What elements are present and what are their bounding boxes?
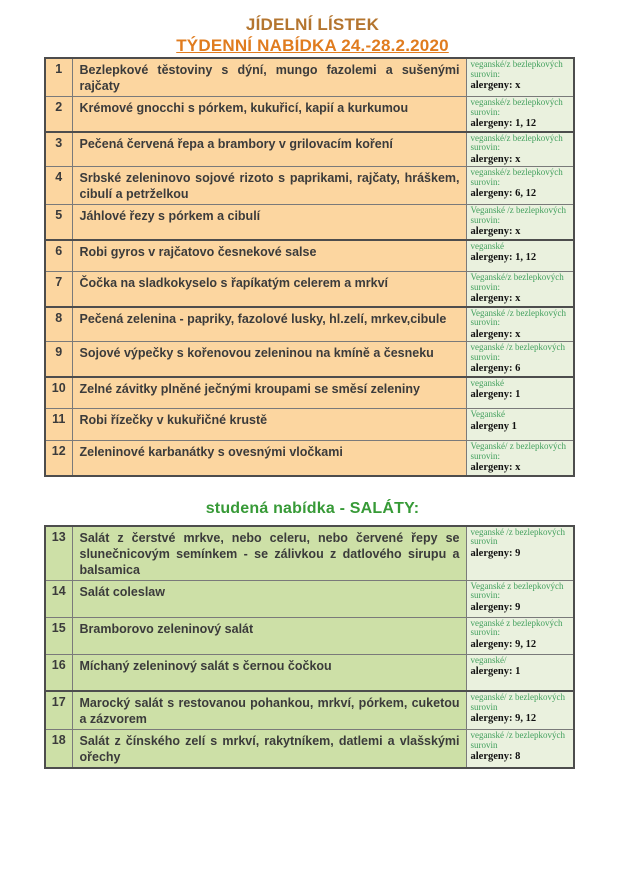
menu-row	[45, 240, 574, 272]
row-number: 14	[45, 580, 72, 617]
dish-name: Jáhlové řezy s pórkem a cibulí	[72, 205, 466, 240]
menu-row	[45, 580, 574, 617]
dish-name: Čočka na sladkokyselo s řapíkatým celerem a mrkví	[72, 272, 466, 307]
diet-allergen-cell	[466, 441, 574, 476]
diet-allergen-cell	[466, 97, 574, 132]
diet-label: Veganské/ z bezlepkových surovin:	[470, 441, 566, 461]
diet-label: veganské/z bezlepkových surovin:	[470, 167, 563, 187]
allergen-label: alergeny: 1, 12	[470, 118, 537, 129]
allergen-label: alergeny: 9, 12	[470, 638, 537, 650]
row-number: 15	[45, 617, 72, 654]
allergen-label: alergeny 1	[470, 420, 517, 432]
dish-name: Marocký salát s restovanou pohankou, mrkví, pórkem, cuketou a zázvorem	[72, 691, 466, 730]
diet-label: veganské/z bezlepkových surovin:	[470, 59, 563, 79]
menu-row	[45, 377, 574, 409]
dish-name: Sojové výpečky s kořenovou zeleninou na kmíně a česneku	[72, 342, 466, 377]
menu-row	[45, 730, 574, 769]
diet-allergen-cell	[466, 205, 574, 240]
diet-allergen-cell	[466, 240, 574, 272]
menu-row	[45, 654, 574, 691]
dish-name: Salát z čínského zelí s mrkví, rakytníkem, datlemi a vlašskými ořechy	[72, 730, 466, 769]
menu-row	[45, 691, 574, 730]
diet-label: Veganské /z bezlepkových surovin:	[470, 307, 566, 327]
diet-label: veganské /z bezlepkových surovin	[470, 730, 565, 750]
dish-name: Krémové gnocchi s pórkem, kukuřicí, kapií a kurkumou	[72, 97, 466, 132]
menu-row	[45, 272, 574, 307]
menu-row	[45, 167, 574, 205]
diet-allergen-cell	[466, 342, 574, 377]
diet-label: veganské	[470, 240, 504, 251]
allergen-label: alergeny: 1	[470, 666, 521, 677]
diet-allergen-cell	[466, 377, 574, 409]
diet-allergen-cell	[466, 307, 574, 342]
allergen-label: alergeny: x	[470, 80, 521, 91]
menu-row	[45, 441, 574, 476]
allergen-label: alergeny: 6	[470, 363, 521, 374]
row-number: 7	[45, 272, 72, 307]
menu-row	[45, 97, 574, 132]
diet-allergen-cell	[466, 526, 574, 581]
diet-allergen-cell	[466, 617, 574, 654]
diet-label: veganské/z bezlepkových surovin:	[470, 132, 563, 152]
row-number: 11	[45, 409, 72, 441]
dish-name: Robi řízečky v kukuřičné krustě	[72, 409, 466, 441]
diet-allergen-cell	[466, 580, 574, 617]
row-number: 16	[45, 654, 72, 691]
dish-name: Míchaný zeleninový salát s černou čočkou	[72, 654, 466, 691]
diet-allergen-cell	[466, 730, 574, 769]
dish-name: Bramborovo zeleninový salát	[72, 617, 466, 654]
row-number: 8	[45, 307, 72, 342]
allergen-label: alergeny: x	[470, 462, 521, 473]
row-number: 13	[45, 526, 72, 581]
diet-label: Veganské /z bezlepkových surovin:	[470, 205, 566, 225]
allergen-label: alergeny: x	[470, 328, 521, 340]
menu-row	[45, 132, 574, 167]
diet-label: veganské /z bezlepkových surovin	[470, 526, 565, 546]
diet-label: Veganské	[470, 409, 505, 419]
diet-label: veganské	[470, 377, 504, 388]
row-number: 5	[45, 205, 72, 240]
row-number: 17	[45, 691, 72, 730]
row-number: 4	[45, 167, 72, 205]
diet-label: Veganské/z bezlepkových surovin:	[470, 272, 564, 292]
diet-allergen-cell	[466, 58, 574, 97]
allergen-label: alergeny: 6, 12	[470, 188, 537, 199]
diet-allergen-cell	[466, 132, 574, 167]
document-header	[0, 0, 625, 57]
diet-allergen-cell	[466, 691, 574, 730]
row-number: 10	[45, 377, 72, 409]
dish-name: Robi gyros v rajčatovo česnekové salse	[72, 240, 466, 272]
allergen-label: alergeny: x	[470, 293, 521, 304]
dish-name: Zeleninové karbanátky s ovesnými vločkami	[72, 441, 466, 476]
dish-name: Bezlepkové těstoviny s dýní, mungo fazolemi a sušenými rajčaty	[72, 58, 466, 97]
allergen-label: alergeny: 1, 12	[470, 252, 537, 263]
diet-label: Veganské z bezlepkových surovin:	[470, 580, 564, 600]
menu-row	[45, 617, 574, 654]
row-number: 3	[45, 132, 72, 167]
dish-name: Pečená červená řepa a brambory v grilovacím koření	[72, 132, 466, 167]
diet-allergen-cell	[466, 167, 574, 205]
allergen-label: alergeny: x	[470, 153, 521, 165]
diet-label: veganské z bezlepkových surovin:	[470, 617, 563, 637]
weekly-menu-table	[44, 57, 575, 477]
dish-name: Srbské zeleninovo sojové rizoto s paprikami, rajčaty, hráškem, cibulí a petrželkou	[72, 167, 466, 205]
row-number: 12	[45, 441, 72, 476]
diet-label: veganské /z bezlepkových surovin:	[470, 342, 565, 362]
dish-name: Pečená zelenina - papriky, fazolové lusky, hl.zelí, mrkev,cibule	[72, 307, 466, 342]
allergen-label: alergeny: 1	[470, 389, 521, 400]
salads-section-title: studená nabídka - SALÁTY:	[205, 499, 420, 517]
row-number: 9	[45, 342, 72, 377]
menu-row	[45, 58, 574, 97]
weekly-offer-title: TÝDENNÍ NABÍDKA 24.-28.2.2020	[176, 36, 449, 55]
diet-allergen-cell	[466, 409, 574, 441]
menu-row	[45, 409, 574, 441]
row-number: 1	[45, 58, 72, 97]
allergen-label: alergeny: 9	[470, 547, 521, 559]
diet-label: veganské/z bezlepkových surovin:	[470, 97, 563, 117]
menu-row	[45, 342, 574, 377]
diet-label: veganské/	[470, 654, 507, 665]
dish-name: Salát z čerstvé mrkve, nebo celeru, nebo červené řepy se slunečnicovým semínkem - se zálivkou z datlového sirupu a balsamica	[72, 526, 466, 581]
menu-row	[45, 205, 574, 240]
dish-name: Salát coleslaw	[72, 580, 466, 617]
menu-row	[45, 526, 574, 581]
allergen-label: alergeny: 9	[470, 601, 521, 613]
row-number: 18	[45, 730, 72, 769]
allergen-label: alergeny: 8	[470, 751, 521, 762]
allergen-label: alergeny: 9, 12	[470, 713, 537, 724]
salads-table	[44, 525, 575, 770]
allergen-label: alergeny: x	[470, 226, 521, 237]
diet-allergen-cell	[466, 654, 574, 691]
row-number: 6	[45, 240, 72, 272]
menu-row	[45, 307, 574, 342]
diet-allergen-cell	[466, 272, 574, 307]
diet-label: veganské/ z bezlepkových surovin	[470, 692, 565, 712]
menu-title: JÍDELNÍ LÍSTEK	[245, 15, 380, 34]
row-number: 2	[45, 97, 72, 132]
dish-name: Zelné závitky plněné ječnými kroupami se směsí zeleniny	[72, 377, 466, 409]
